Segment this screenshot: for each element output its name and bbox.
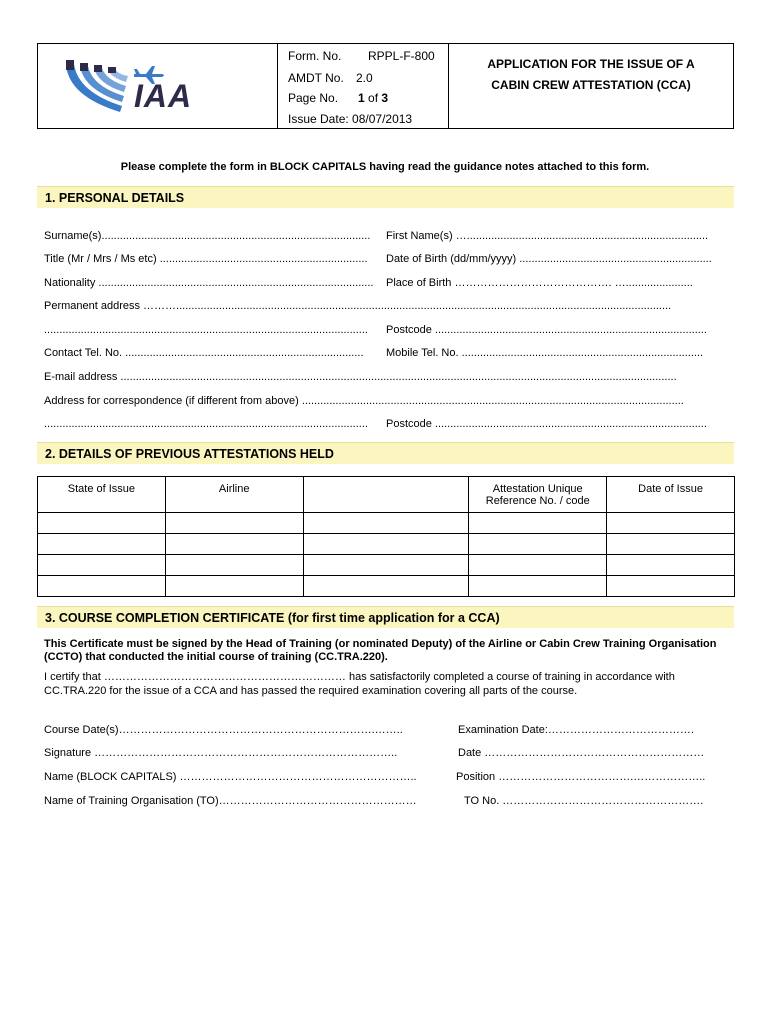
form-header [37,43,734,129]
section-previous-attestations [37,442,734,464]
col-airline: Airline [165,477,303,513]
intro-instruction: Please complete the form in BLOCK CAPITALS having read the guidance notes attached to this form. [120,161,650,173]
table-cell[interactable] [165,513,303,534]
table-row [38,555,735,576]
issue-date-row [288,112,412,126]
logo-cell [38,44,278,128]
table-cell[interactable] [38,555,166,576]
certify-line-2: CC.TRA.220 for the issue of a CCA and has passed the required examination covering all parts of the course. [44,685,578,697]
correspondence-postcode-field[interactable]: Postcode ......................................................................................... [386,418,707,430]
certificate-instructions: This Certificate must be signed by the Head of Training (or nominated Deputy) of the Airline or Cabin Crew Training Organisation (CCTO) that conducted the initial course of training (CC.TRA.220). [44,638,717,663]
amdt-value: 2.0 [356,71,373,85]
table-cell[interactable] [607,534,735,555]
place-of-birth-field[interactable]: Place of Birth ……………………………………. …...................... [386,277,693,289]
position-field[interactable]: Position ……………………………….……………….. [456,771,706,783]
amdt-label: AMDT No. [288,71,344,85]
table-cell[interactable] [607,513,735,534]
page-total: 3 [381,91,389,105]
form-title [449,54,733,96]
form-meta [278,44,449,128]
table-cell[interactable] [165,555,303,576]
table-cell[interactable] [303,576,469,597]
surname-field[interactable]: Surname(s)........................................................................................ [44,230,371,242]
form-no-label: Form. No. [288,49,342,63]
table-header-row [38,477,735,513]
table-row [38,576,735,597]
table-cell[interactable] [165,576,303,597]
name-block-capitals-field[interactable]: Name (BLOCK CAPITALS) ……………………………………………………….. [44,771,417,783]
section-3-title: 3. COURSE COMPLETION CERTIFICATE (for first time application for a CCA) [45,611,500,625]
exam-date-field[interactable]: Examination Date:…………………………………. [458,724,694,736]
address-line-2-field[interactable]: .......................................................................................................... [44,324,368,336]
certify-line-1: I certify that ………………………………………………………… has satisfactorily completed a course of training in accordance with [44,671,675,683]
training-org-field[interactable]: Name of Training Organisation (TO)……………………………………………… [44,795,417,807]
correspondence-line-2-field[interactable]: .......................................................................................................... [44,418,368,430]
to-no-field[interactable]: TO No. ………………………………………………. [464,795,704,807]
table-row [38,534,735,555]
table-cell[interactable] [469,513,607,534]
table-cell[interactable] [469,555,607,576]
signature-field[interactable]: Signature ……………………………………………………………………….. [44,747,398,759]
page-label: Page No. [288,91,339,105]
amdt-row [288,71,373,85]
table-cell[interactable] [607,576,735,597]
table-cell[interactable] [38,534,166,555]
permanent-address-field[interactable]: Permanent address ……….................................................................................................................................................................. [44,300,672,312]
table-cell[interactable] [469,576,607,597]
section-1-title: 1. PERSONAL DETAILS [45,191,185,205]
issue-date-label: Issue Date: [288,112,349,126]
table-cell[interactable] [469,534,607,555]
postcode-field[interactable]: Postcode ......................................................................................... [386,324,707,336]
col-reference-no: Attestation Unique Reference No. / code [469,477,607,513]
page-current: 1 [358,91,365,105]
course-dates-field[interactable]: Course Date(s)…………………………………………………………….…….. [44,724,403,736]
date-field[interactable]: Date …………………………………………………… [458,747,705,759]
section-course-certificate [37,606,734,628]
section-2-title: 2. DETAILS OF PREVIOUS ATTESTATIONS HELD [45,447,334,461]
page-row [288,91,389,105]
table-cell[interactable] [38,513,166,534]
nationality-field[interactable]: Nationality .......................................................................................... [44,277,374,289]
form-no-row [288,49,435,63]
table-cell[interactable] [165,534,303,555]
first-name-field[interactable]: First Name(s) …............................................................................... [386,230,709,242]
table-cell[interactable] [303,513,469,534]
col-blank [303,477,469,513]
dob-field[interactable]: Date of Birth (dd/mm/yyyy) ............................................................... [386,253,712,265]
page-of: of [368,91,379,105]
table-cell[interactable] [607,555,735,576]
table-row [38,513,735,534]
form-title-cell [449,44,733,128]
contact-tel-field[interactable]: Contact Tel. No. .............................................................................. [44,347,364,359]
email-field[interactable]: E-mail address ...................................................................................................................................................................................... [44,371,677,383]
section-personal-details [37,186,734,208]
col-date-of-issue: Date of Issue [607,477,735,513]
title-field[interactable]: Title (Mr / Mrs / Ms etc) .................................................................... [44,253,368,265]
title-line-1: APPLICATION FOR THE ISSUE OF A [487,57,695,71]
table-cell[interactable] [303,555,469,576]
table-cell[interactable] [303,534,469,555]
title-line-2: CABIN CREW ATTESTATION (CCA) [491,78,691,92]
correspondence-address-field[interactable]: Address for correspondence (if different from above) ............................................................................................................................. [44,395,684,407]
issue-date-value: 08/07/2013 [352,112,413,126]
attestations-table [37,476,735,597]
form-no-value: RPPL-F-800 [368,49,435,63]
mobile-tel-field[interactable]: Mobile Tel. No. ............................................................................... [386,347,704,359]
logo-text: IAA [134,78,193,114]
col-state-of-issue: State of Issue [38,477,166,513]
table-cell[interactable] [38,576,166,597]
